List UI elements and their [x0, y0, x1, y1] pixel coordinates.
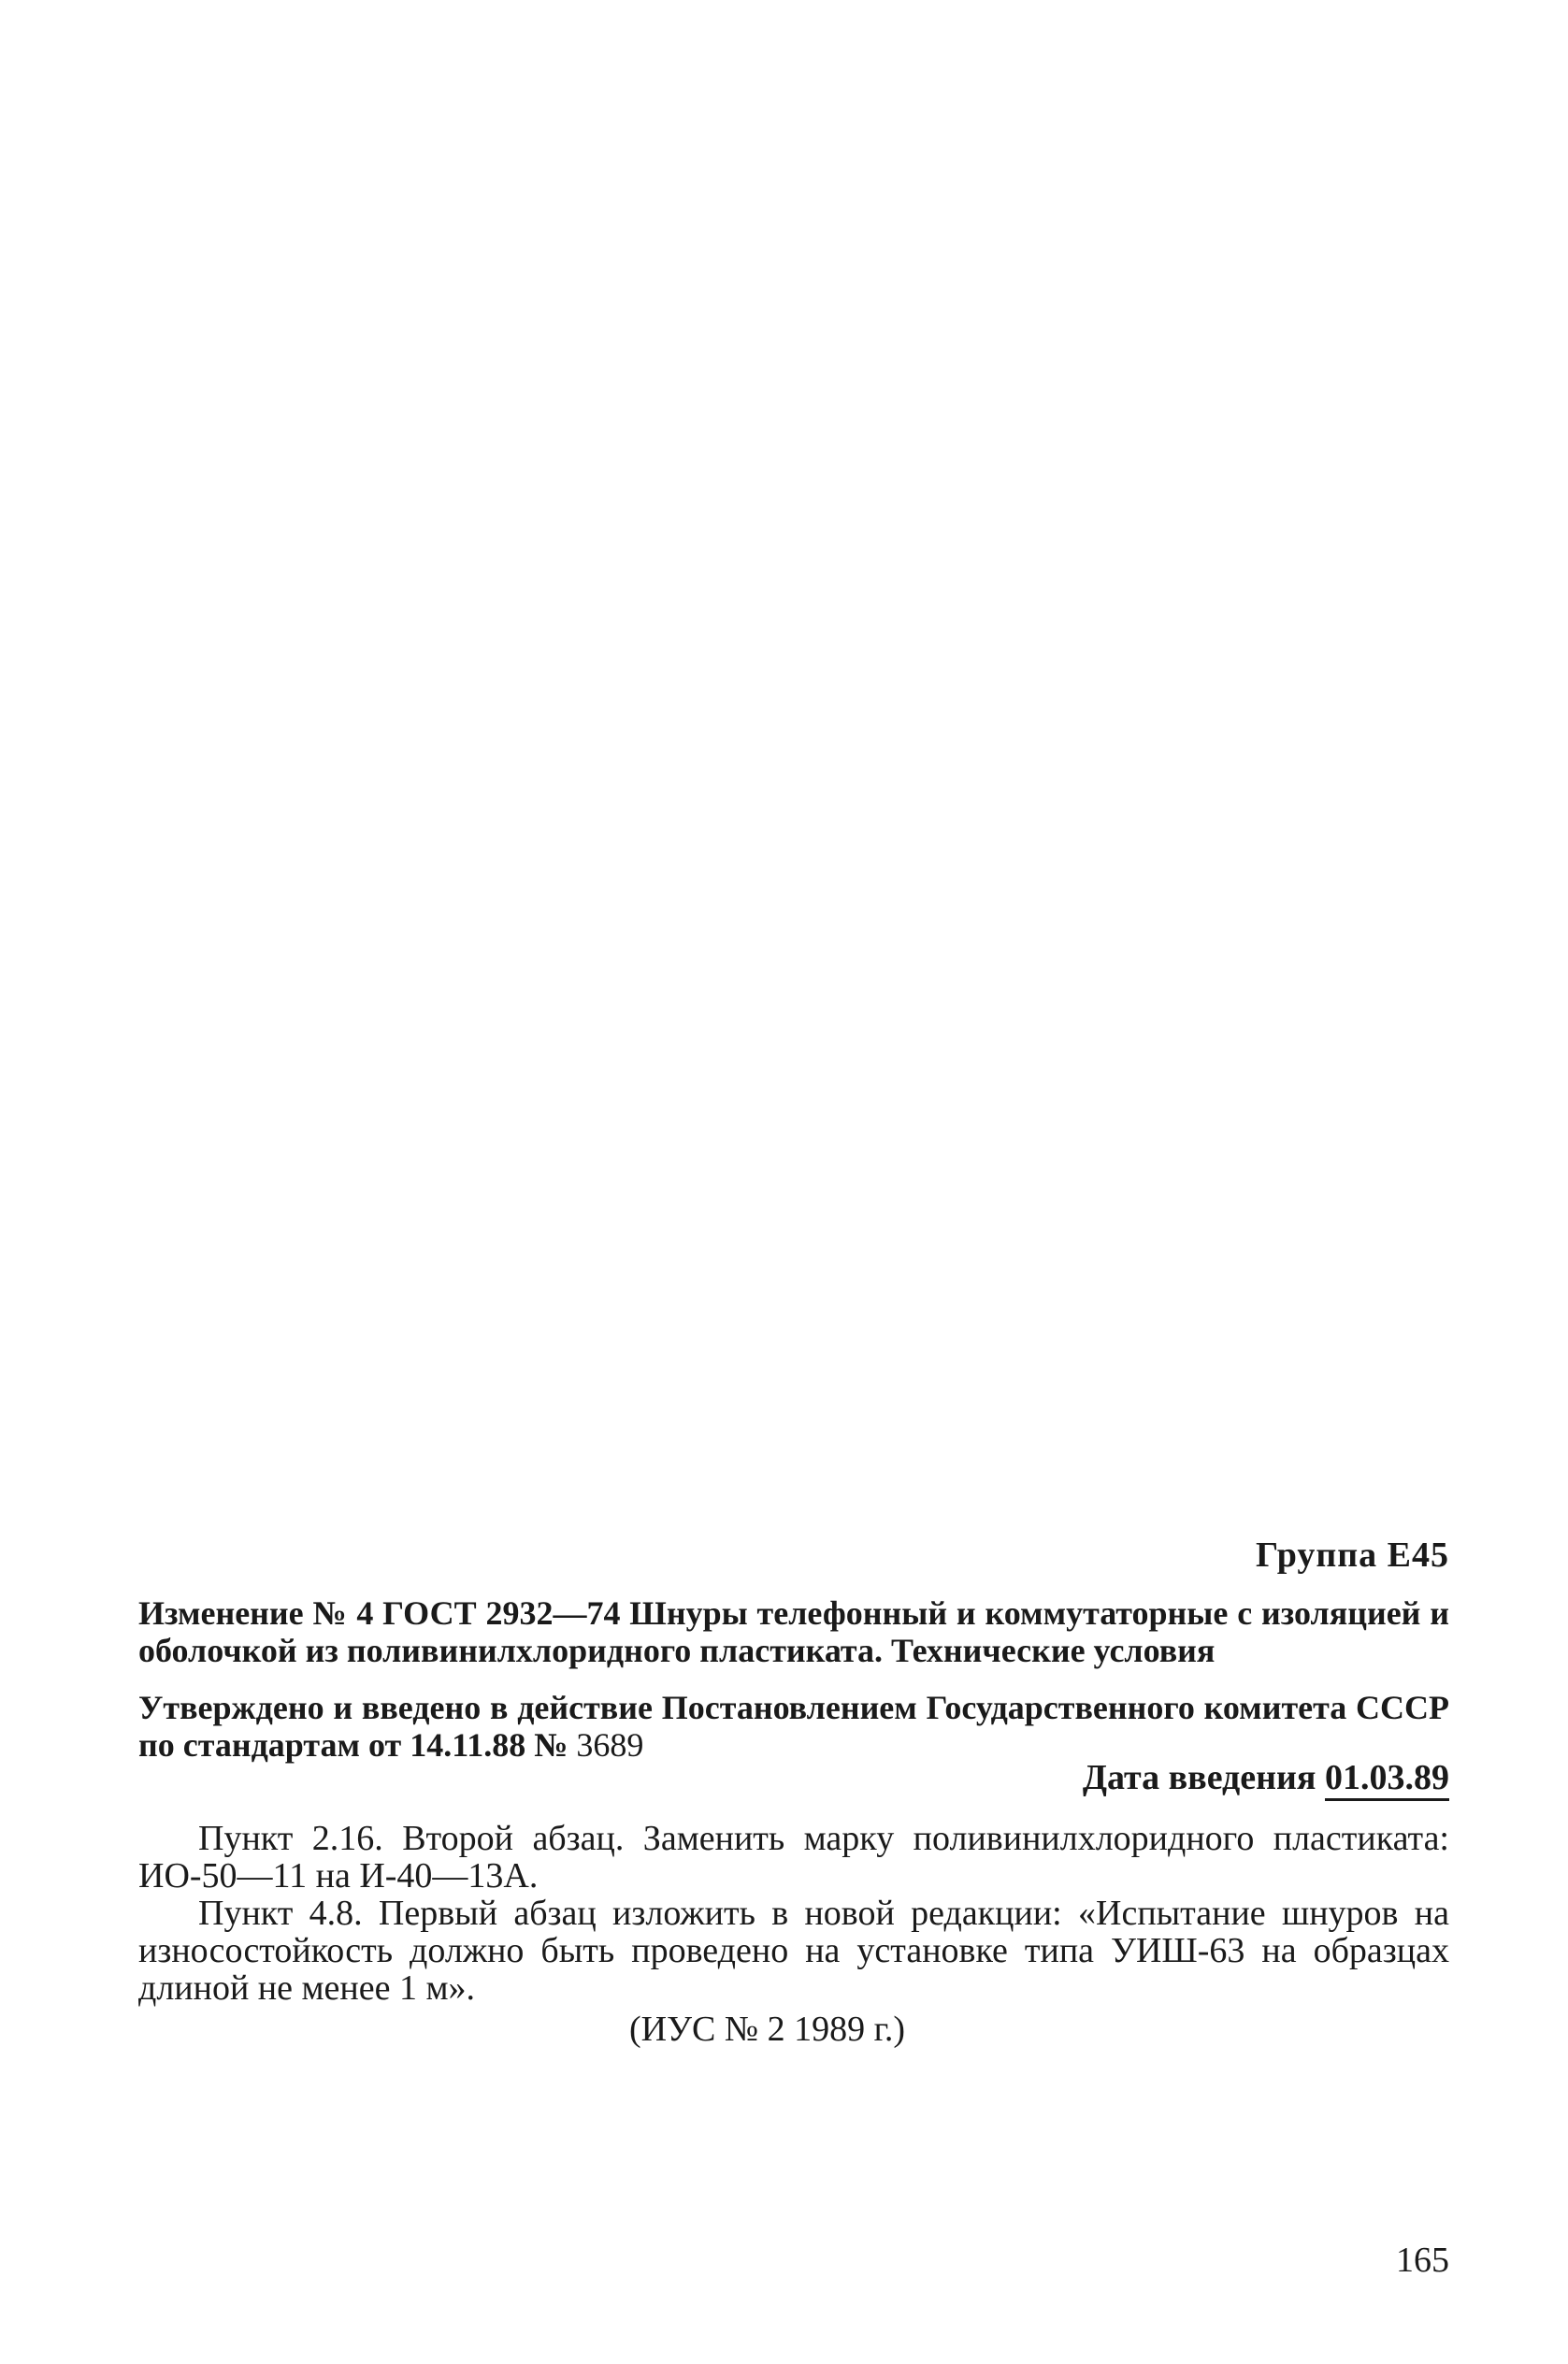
- effective-date-value: 01.03.89: [1325, 1758, 1449, 1801]
- amendment-body: [138, 1820, 1449, 2007]
- source-reference: (ИУС № 2 1989 г.): [629, 2010, 906, 2049]
- effective-date-label: Дата введения: [1082, 1758, 1316, 1797]
- group-code: Группа Е45: [1255, 1535, 1449, 1575]
- page-number: 165: [1396, 2241, 1449, 2280]
- approval-statement: [138, 1689, 1449, 1764]
- paragraph: Пункт 4.8. Первый абзац изложить в новой редакции: «Испытание шнуров на износостойкость должно быть проведено на установке типа УИШ-63 на образцах длиной не менее 1 м».: [138, 1894, 1449, 2008]
- approval-number: 3689: [576, 1726, 644, 1764]
- amendment-title: Изменение № 4 ГОСТ 2932—74 Шнуры телефонный и коммутаторные с изоляцией и оболочкой из поливинилхлоридного пластиката. Технические условия: [138, 1594, 1449, 1669]
- paragraph: Пункт 2.16. Второй абзац. Заменить марку поливинилхлоридного пластиката: ИО-50—11 на И-40—13А.: [138, 1819, 1449, 1896]
- effective-date: [1083, 1757, 1449, 1798]
- approval-text: Утверждено и введено в действие Постановлением Государственного комитета СССР по стандартам от 14.11.88 №: [138, 1689, 1449, 1764]
